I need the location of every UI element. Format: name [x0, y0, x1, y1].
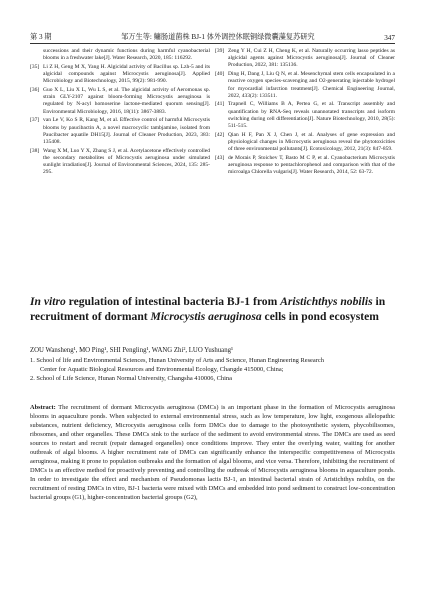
issue-number: 第 3 期 — [30, 33, 52, 41]
reference-column-left — [30, 48, 210, 178]
affiliation-1-continued: Center for Aquatic Biological Resources and Environmental Ecology, Changde 415000, China; — [40, 366, 284, 374]
reference-list — [30, 48, 395, 236]
running-title: 邹万生等: 鳙肠道菌株 BJ-1 体外调控休眠铜绿微囊藻复苏研究 — [121, 33, 315, 41]
header-rule — [30, 43, 395, 44]
page-number: 347 — [384, 34, 395, 42]
reference-item: [42] Qian H F, Pan X J, Chen J, et al. Analyses of gene expression and physiological changes in Microcystis aeruginosa reveal the phytotoxicities of three environmental pollutants[J]. Ecotoxicology, 2012, 21(3): 847-859. — [215, 131, 395, 153]
affiliation-2: 2. School of Life Science, Hunan Normal University, Changsha 410006, China — [30, 375, 232, 383]
abstract-text: The recruitment of dormant Microcystis aeruginosa (DMCs) is an important phase in the formation of Microcystis aeruginosa blooms in aquaculture ponds. When subjected to external environmental stress, such as low temperature, low light, exogenous allelopathic substances, nutrient deficiency, Microcystis aeruginosa cells form DMCs due to damage to the photosynthetic system, phycobilisomes, ribosomes, and other organelles. These DMCs sink to the surface of the sediment to avoid environmental stress. The DMCs are used as seed sources to restart and recruit (repair damaged organelles) once conditions improve. They enter the overlying water, waiting for another outbreak of algal blooms. A higher recruitment rate of DMCs can significantly enhance the interspecific competitiveness of Microcystis aeruginosa, making it prone to population outbreaks and the formation of algal blooms, and vice versa. Therefore, inhibiting the recruitment of DMCs is an effective method for proactively preventing and controlling the outbreak of Microcystis aeruginosa blooms in aquaculture ponds. In order to investigate the effect and mechanism of Pseudomonas lactis BJ-1, an intestinal bacterial strain of Aristichthys nobilis, on the recruitment of resting DMCs in vitro, BJ-1 bacteria were mixed with DMCs and embedded into pond sediment to construct low-concentration bacterial groups (G1), higher-concentration bacterial groups (G2), — [30, 404, 395, 501]
affiliation-1: 1. School of life and Environmental Sciences, Hunan University of Arts and Science, Hunan Engineering Research — [30, 357, 324, 364]
page-header — [30, 30, 395, 42]
reference-item: [35] Li Z H, Geng M X, Yang H. Algicidal activity of Bacillus sp. Lzh-5 and its algicidal compounds against Microcystis aeruginosa[J]. Applied Microbiology and Biotechnology, 2015, 99(2): 981-990. — [30, 63, 210, 85]
abstract — [30, 403, 395, 502]
affiliations — [30, 357, 395, 384]
reference-item: [40] Ding H, Dang J, Liu Q N, et al. Mesenchymal stem cells encapsulated in a reactive oxygen species-scavenging and O2-generating injectable hydrogel for myocardial infarction treatment[J]. Chemical Engineering Journal, 2022, 433(2): 133511. — [215, 71, 395, 99]
reference-item: [43] de Morais P, Stoichev T, Basto M C P, et al. Cyanobacterium Microcystis aeruginosa response to pentachlorophenol and comparison with that of the microalga Chlorella vulgaris[J]. Water Research, 2014, 52: 63-72. — [215, 154, 395, 176]
reference-column-right — [215, 48, 395, 178]
reference-item: [39] Zeng Y H, Cui Z H, Cheng K, et al. Naturally occurring lasso peptides as algicidal agents against Microcystis aeruginosa[J]. Journal of Cleaner Production, 2022, 381: 135136. — [215, 48, 395, 69]
english-title: In vitro regulation of intestinal bacteria BJ-1 from Aristichthys nobilis in recruitment of dormant Microcystis aeruginosa cells in pond ecosystem — [30, 295, 386, 323]
reference-item: [41] Trapnell C, Williams B A, Pertea G, et al. Transcript assembly and quantification by RNA-Seq reveals unannotated transcripts and isoform switching during cell differentiation[J]. Nature Biotechnology, 2010, 28(5): 511-515. — [215, 101, 395, 130]
reference-item: [37] van Le V, Ko S R, Kang M, et al. Effective control of harmful Microcystis blooms by paucibactin A, a novel macrocyclic tambjamine, isolated from Paucibacter aquatile DH15[J]. Journal of Cleaner Production, 2023, 383: 135408. — [30, 117, 210, 145]
author-list: ZOU Wansheng¹, MO Ping¹, SHI Pengling¹, WANG Zhi², LUO Yushuang¹ — [30, 347, 234, 354]
abstract-label: Abstract: — [30, 404, 56, 411]
reference-item: successions and their dynamic functions during harmful cyanobacterial blooms in a freshwater lake[J]. Water Research, 2020, 185: 116292. — [43, 48, 210, 62]
reference-item: [36] Guo X L, Liu X L, Wu L S, et al. The algicidal activity of Aeromonas sp. strain GLY-2107 against bloom-forming Microcystis aeruginosa is regulated by N-acyl homoserine lactone-mediated quorum sensing[J]. Environmental Microbiology, 2016, 18(11): 3867-3883. — [30, 87, 210, 115]
reference-item: [38] Wang X M, Luo Y X, Zhang S J, et al. Acetylacetone effectively controlled the secondary metabolites of Microcystis aeruginosa under simulated sunlight irradiation[J]. Journal of Environmental Sciences, 2024, 135: 285-295. — [30, 147, 210, 176]
